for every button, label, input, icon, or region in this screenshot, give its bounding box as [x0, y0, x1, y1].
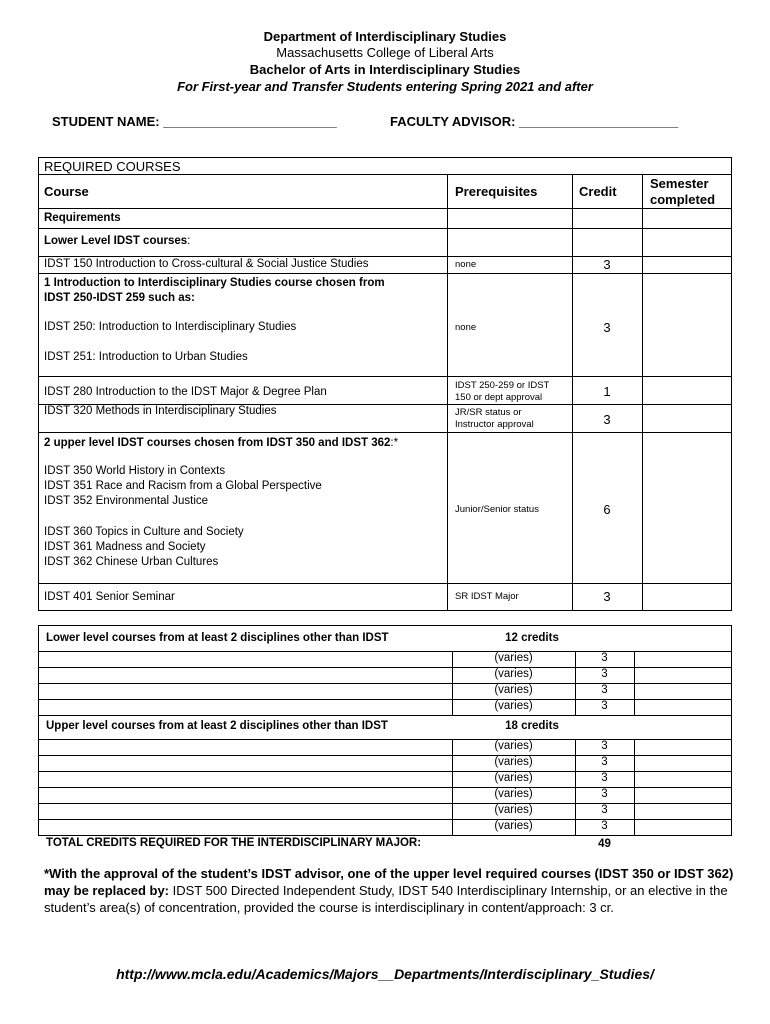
list-item: 3 [601, 804, 608, 816]
list-item: (varies) [494, 756, 533, 768]
student-name-field[interactable]: STUDENT NAME: ________________________ [52, 114, 337, 129]
list-item: (varies) [494, 740, 533, 752]
prereq-upper: Junior/Senior status [455, 504, 539, 515]
list-item: 3 [601, 756, 608, 768]
upper-elective-total: 18 credits [505, 720, 559, 732]
lower-elective-title: Lower level courses from at least 2 disciplines other than IDST [46, 632, 389, 644]
requirements-label: Requirements [44, 212, 121, 224]
credit-idst150: 3 [603, 257, 611, 272]
course-idst280: IDST 280 Introduction to the IDST Major & Degree Plan [44, 386, 327, 398]
total-credits-label: TOTAL CREDITS REQUIRED FOR THE INTERDISCIPLINARY MAJOR: [46, 837, 422, 849]
upper-elective-title: Upper level courses from at least 2 disciplines other than IDST [46, 720, 388, 732]
faculty-advisor-field[interactable]: FACULTY ADVISOR: ______________________ [390, 114, 679, 129]
prereq-idst320: JR/SR status or Instructor approval [455, 407, 534, 430]
list-item: 3 [601, 668, 608, 680]
list-item: 3 [601, 788, 608, 800]
degree-title: Bachelor of Arts in Interdisciplinary Studies [249, 62, 521, 77]
cohort-line: For First-year and Transfer Students entering Spring 2021 and after [177, 79, 593, 94]
department-url[interactable]: http://www.mcla.edu/Academics/Majors__Departments/Interdisciplinary_Studies/ [116, 966, 654, 982]
college-name: Massachusetts College of Liberal Arts [276, 45, 494, 60]
prereq-idst280: IDST 250-259 or IDST 150 or dept approval [455, 380, 550, 403]
course-idst320: IDST 320 Methods in Interdisciplinary Studies [44, 405, 277, 417]
lower-level-label: Lower Level IDST courses: [44, 235, 191, 247]
intro-choice-label: 1 Introduction to Interdisciplinary Studies course chosen from IDST 250-IDST 259 such as: [44, 277, 385, 304]
course-idst150: IDST 150 Introduction to Cross-cultural & Social Justice Studies [44, 258, 369, 270]
prereq-idst250: none [455, 322, 477, 333]
credit-idst280: 1 [603, 384, 611, 399]
list-item: 3 [601, 772, 608, 784]
credit-upper: 6 [603, 502, 611, 517]
list-item: (varies) [494, 788, 533, 800]
course-idst251: IDST 251: Introduction to Urban Studies [44, 351, 248, 363]
list-item: 3 [601, 652, 608, 664]
lower-elective-total: 12 credits [505, 632, 559, 644]
list-item: (varies) [494, 652, 533, 664]
list-item: 3 [601, 684, 608, 696]
credit-idst320: 3 [603, 412, 611, 427]
list-item: 3 [601, 700, 608, 712]
col-header-semester: Semester completed [650, 176, 716, 207]
list-item: (varies) [494, 804, 533, 816]
credit-idst401: 3 [603, 589, 611, 604]
prereq-idst150: none [455, 259, 477, 270]
list-item: (varies) [494, 700, 533, 712]
col-header-prerequisites: Prerequisites [455, 184, 538, 199]
col-header-course: Course [44, 184, 89, 199]
list-item: (varies) [494, 820, 533, 832]
upper-course-list-a: IDST 350 World History in Contexts IDST 351 Race and Racism from a Global Perspective IDST 352 Environmental Justice [44, 465, 322, 507]
col-header-credit: Credit [579, 184, 617, 199]
department-title: Department of Interdisciplinary Studies [263, 29, 507, 44]
list-item: 3 [601, 740, 608, 752]
list-item: (varies) [494, 668, 533, 680]
footnote: *With the approval of the student’s IDST advisor, one of the upper level required courses (IDST 350 or IDST 362) may be replaced by: IDST 500 Directed Independent Study, IDST 540 Interdisciplinary Internship, or an elective in the student’s area(s) of concentration, provided the course is interdisciplinary in content/approach: 3 cr. [44, 866, 734, 915]
section-title: REQUIRED COURSES [44, 159, 181, 174]
credit-idst250: 3 [603, 320, 611, 335]
list-item: 3 [601, 820, 608, 832]
course-idst250: IDST 250: Introduction to Interdisciplinary Studies [44, 321, 297, 333]
course-idst401: IDST 401 Senior Seminar [44, 591, 175, 603]
prereq-idst401: SR IDST Major [455, 591, 519, 602]
list-item: (varies) [494, 684, 533, 696]
upper-course-list-b: IDST 360 Topics in Culture and Society IDST 361 Madness and Society IDST 362 Chinese Urban Cultures [44, 526, 244, 568]
total-credits-value: 49 [598, 838, 611, 850]
list-item: (varies) [494, 772, 533, 784]
upper-choice-label: 2 upper level IDST courses chosen from IDST 350 and IDST 362:* [44, 437, 399, 449]
